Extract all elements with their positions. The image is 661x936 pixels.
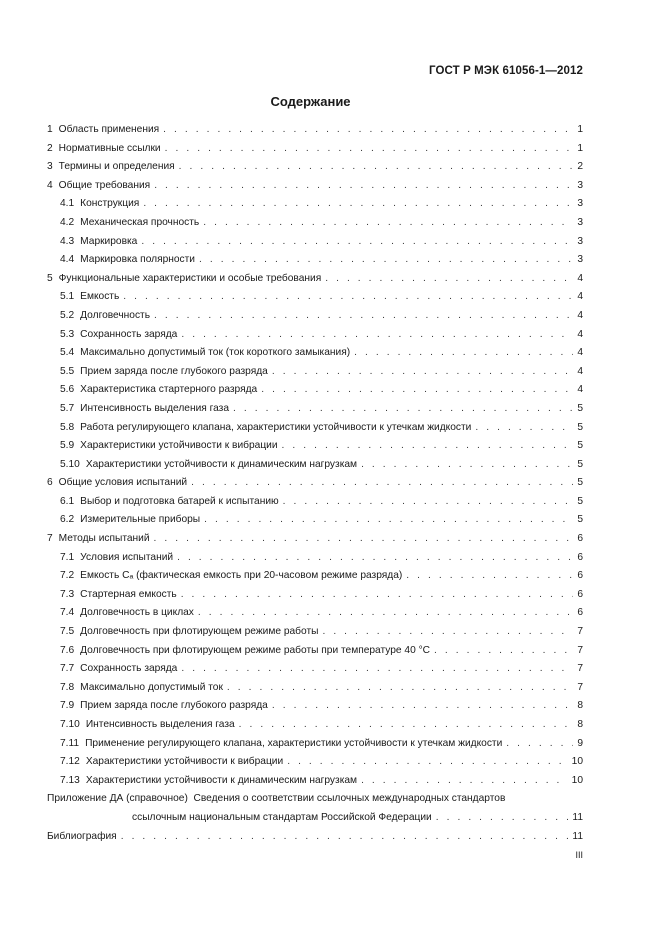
toc-entry[interactable]: [47, 772, 583, 791]
toc-appendix-entry[interactable]: [47, 790, 583, 827]
toc-entry[interactable]: [47, 456, 583, 475]
toc-leader-dots: [506, 735, 573, 754]
toc-entry[interactable]: [47, 140, 583, 159]
toc-entry-title: Долговечность при флотирующем режиме работы: [80, 626, 319, 638]
toc-leader-dots: [287, 753, 567, 772]
toc-leader-dots: [198, 604, 573, 623]
toc-entry-title: Общие условия испытаний: [58, 477, 188, 489]
toc-entry-title: Долговечность в циклах: [80, 607, 194, 619]
toc-entry-title: Долговечность при флотирующем режиме работы при температуре 40 °С: [80, 644, 431, 656]
appendix-title-line2: ссылочным национальным стандартам Российской Федерации: [132, 811, 432, 823]
toc-leader-dots: [123, 288, 573, 307]
toc-entry-number: 5.8: [60, 421, 75, 433]
toc-entry-page: 10: [571, 774, 583, 786]
toc-entry-number: 7.10: [60, 719, 80, 730]
toc-leader-dots: [203, 214, 573, 233]
toc-leader-dots: [181, 660, 573, 679]
toc-entry-page: 5: [577, 514, 583, 526]
toc-entry-title: Сохранность заряда: [80, 328, 178, 340]
toc-entry[interactable]: [47, 735, 583, 754]
toc-entry[interactable]: [47, 177, 583, 196]
toc-entry-number: 5.7: [60, 402, 75, 414]
toc-entry-number: 4.1: [60, 198, 75, 210]
toc-entry-page: 5: [577, 440, 583, 452]
toc-entry-number: 4: [47, 179, 53, 191]
toc-entry-title: Сохранность заряда: [80, 663, 178, 675]
toc-entry[interactable]: [47, 214, 583, 233]
toc-entry-number: 5.6: [60, 384, 75, 396]
toc-leader-dots: [181, 586, 573, 605]
toc-entry-number: 6.2: [60, 514, 75, 526]
toc-entry-title: Емкость Cₐ (фактическая емкость при 20-часовом режиме разряда): [80, 570, 403, 582]
toc-entry-title: Прием заряда после глубокого разряда: [80, 365, 268, 377]
toc-leader-dots: [179, 158, 573, 177]
toc-entry-number: 2: [47, 142, 53, 154]
toc-entry-title: Максимально допустимый ток (ток короткого замыкания): [80, 347, 351, 359]
toc-entry-number: 5.3: [60, 328, 75, 340]
toc-entry-page: 5: [577, 402, 583, 414]
toc-entry[interactable]: [47, 344, 583, 363]
toc-entry-number: 5.2: [60, 309, 75, 321]
toc-entry-title: Применение регулирующего клапана, характеристики устойчивости к утечкам жидкости: [85, 737, 503, 749]
appendix-title-line1: Сведения о соответствии ссылочных международных стандартов: [193, 793, 506, 805]
toc-entry-page: 3: [577, 235, 583, 247]
toc-leader-dots: [199, 251, 573, 270]
toc-entry[interactable]: [47, 549, 583, 568]
toc-leader-dots: [434, 642, 573, 661]
appendix-page: 11: [572, 811, 583, 823]
toc-entry[interactable]: [47, 623, 583, 642]
toc-leader-dots: [154, 530, 573, 549]
toc-leader-dots: [325, 270, 573, 289]
toc-entry[interactable]: [47, 288, 583, 307]
bibliography-page: 11: [572, 830, 583, 842]
toc-entry[interactable]: [47, 251, 583, 270]
toc-entry-title: Выбор и подготовка батарей к испытанию: [80, 495, 279, 507]
toc-leader-dots: [154, 177, 573, 196]
toc-entry-title: Емкость: [80, 291, 120, 303]
toc-leader-dots: [239, 716, 573, 735]
toc-leader-dots: [177, 549, 573, 568]
toc-entry[interactable]: [47, 400, 583, 419]
toc-leader-dots: [282, 437, 573, 456]
toc-entry[interactable]: [47, 642, 583, 661]
toc-entry[interactable]: [47, 493, 583, 512]
toc-entry-title: Характеристики устойчивости к вибрации: [85, 756, 284, 768]
toc-entry-number: 7.11: [60, 737, 80, 749]
toc-entry-title: Характеристики устойчивости к вибрации: [80, 440, 278, 452]
toc-entry-page: 7: [577, 644, 583, 656]
toc-entry-title: Термины и определения: [58, 161, 175, 173]
toc-entry-title: Характеристики устойчивости к динамическим нагрузкам: [85, 458, 358, 470]
toc-entry-number: 5.9: [60, 440, 75, 452]
toc-leader-dots: [361, 772, 568, 791]
toc-entry[interactable]: [47, 326, 583, 345]
toc-entry[interactable]: [47, 697, 583, 716]
toc-leader-dots: [436, 809, 569, 828]
toc-entry[interactable]: [47, 195, 583, 214]
toc-leader-dots: [181, 326, 573, 345]
toc-entry-title: Долговечность: [80, 309, 151, 321]
toc-leader-dots: [154, 307, 573, 326]
toc-leader-dots: [354, 344, 573, 363]
toc-entry[interactable]: [47, 158, 583, 177]
toc-leader-dots: [233, 400, 573, 419]
toc-entry[interactable]: [47, 270, 583, 289]
toc-entry-page: 3: [577, 216, 583, 228]
toc-entry-number: 6: [47, 477, 53, 489]
toc-entry-title: Интенсивность выделения газа: [85, 719, 235, 730]
toc-entry-number: 5: [47, 272, 53, 284]
toc-entry-page: 3: [577, 179, 583, 191]
toc-leader-dots: [165, 140, 573, 159]
page-number: III: [575, 850, 583, 860]
toc-entry-title: Функциональные характеристики и особые требования: [58, 272, 322, 284]
toc-entry-page: 5: [577, 458, 583, 470]
toc-leader-dots: [322, 623, 573, 642]
toc-entry-number: 7.12: [60, 756, 80, 768]
toc-leader-dots: [163, 121, 573, 140]
toc-entry-number: 7.2: [60, 570, 75, 582]
toc-entry-page: 5: [577, 477, 583, 489]
toc-entry-number: 7: [47, 533, 53, 545]
toc-entry-number: 7.3: [60, 588, 75, 600]
toc-entry-number: 7.7: [60, 663, 75, 675]
toc-entry-page: 1: [577, 124, 583, 135]
toc-entry-number: 7.9: [60, 700, 75, 712]
toc-entry-title: Максимально допустимый ток: [80, 681, 223, 693]
toc-entry-page: 8: [577, 700, 583, 712]
toc-entry-page: 7: [577, 626, 583, 638]
toc-entry-page: 2: [577, 161, 583, 173]
toc-leader-dots: [475, 419, 573, 438]
toc-leader-dots: [272, 697, 573, 716]
toc-entry-title: Характеристики устойчивости к динамическим нагрузкам: [85, 774, 358, 786]
toc-entry-page: 4: [577, 272, 583, 284]
toc-entry-number: 7.13: [60, 774, 80, 786]
toc-entry-page: 7: [577, 681, 583, 693]
toc-entry-number: 4.3: [60, 235, 75, 247]
toc-entry-page: 9: [577, 737, 583, 749]
toc-entry-number: 5.1: [60, 291, 75, 303]
toc-entry-title: Общие требования: [58, 179, 151, 191]
toc-entry-page: 10: [571, 756, 583, 768]
toc-entry-title: Нормативные ссылки: [58, 142, 161, 154]
toc-entry-page: 6: [577, 533, 583, 545]
toc-entry-number: 5.5: [60, 365, 75, 377]
toc-entry-number: 4.4: [60, 254, 75, 266]
toc-entry-title: Маркировка: [80, 235, 138, 247]
toc-entry-page: 4: [577, 365, 583, 377]
toc-entry[interactable]: [47, 586, 583, 605]
toc-entry-page: 5: [577, 495, 583, 507]
toc-entry-page: 6: [577, 588, 583, 600]
toc-entry[interactable]: [47, 121, 583, 140]
toc-entry[interactable]: [47, 660, 583, 679]
table-of-contents: [47, 121, 583, 846]
toc-entry-page: 4: [577, 347, 583, 359]
toc-entry-title: Маркировка полярности: [80, 254, 196, 266]
toc-leader-dots: [121, 828, 569, 847]
toc-entry[interactable]: [47, 511, 583, 530]
toc-entry-page: 4: [577, 309, 583, 321]
toc-entry-title: Прием заряда после глубокого разряда: [80, 700, 268, 712]
toc-entry-title: Конструкция: [80, 198, 140, 210]
toc-entry-title: Характеристика стартерного разряда: [80, 384, 258, 396]
toc-leader-dots: [283, 493, 573, 512]
appendix-label: Приложение ДА (справочное): [47, 793, 188, 805]
toc-entry[interactable]: [47, 233, 583, 252]
toc-entry-page: 8: [577, 719, 583, 730]
toc-entry-number: 7.1: [60, 551, 75, 563]
bibliography-title: Библиография: [47, 830, 117, 842]
toc-leader-dots: [272, 363, 573, 382]
toc-leader-dots: [261, 381, 573, 400]
toc-entry[interactable]: [47, 474, 583, 493]
toc-entry-title: Условия испытаний: [80, 551, 174, 563]
toc-entry-title: Область применения: [58, 124, 160, 135]
toc-entry-page: 6: [577, 551, 583, 563]
toc-entry[interactable]: [47, 716, 583, 735]
toc-entry[interactable]: [47, 604, 583, 623]
toc-leader-dots: [361, 456, 573, 475]
toc-entry[interactable]: [47, 679, 583, 698]
page-title: Содержание: [270, 94, 351, 109]
toc-entry-title: Интенсивность выделения газа: [80, 402, 230, 414]
toc-entry-page: 6: [577, 570, 583, 582]
toc-leader-dots: [191, 474, 573, 493]
toc-leader-dots: [406, 567, 573, 586]
toc-leader-dots: [227, 679, 573, 698]
toc-entry-title: Измерительные приборы: [80, 514, 201, 526]
toc-entry-page: 3: [577, 254, 583, 266]
toc-entry-number: 7.4: [60, 607, 75, 619]
toc-leader-dots: [143, 195, 573, 214]
toc-leader-dots: [141, 233, 573, 252]
toc-entry-page: 4: [577, 328, 583, 340]
toc-entry-title: Механическая прочность: [80, 216, 200, 228]
toc-entry-number: 1: [47, 124, 53, 135]
toc-entry-number: 6.1: [60, 495, 75, 507]
toc-entry-number: 4.2: [60, 216, 75, 228]
standard-designation: ГОСТ Р МЭК 61056-1—2012: [429, 65, 583, 77]
toc-entry[interactable]: [47, 530, 583, 549]
toc-entry[interactable]: [47, 381, 583, 400]
toc-entry[interactable]: [47, 753, 583, 772]
toc-entry-number: 3: [47, 161, 53, 173]
toc-entry-page: 6: [577, 607, 583, 619]
toc-bibliography-entry[interactable]: [47, 828, 583, 847]
toc-entry-number: 5.10: [60, 458, 80, 470]
toc-entry-page: 7: [577, 663, 583, 675]
toc-entry-title: Стартерная емкость: [80, 588, 177, 600]
toc-leader-dots: [204, 511, 573, 530]
toc-entry[interactable]: [47, 307, 583, 326]
toc-entry-number: 7.6: [60, 644, 75, 656]
toc-entry-number: 7.8: [60, 681, 75, 693]
toc-entry-page: 4: [577, 291, 583, 303]
toc-entry[interactable]: [47, 567, 583, 586]
toc-entry-number: 7.5: [60, 626, 75, 638]
toc-entry-title: Методы испытаний: [58, 533, 150, 545]
toc-entry[interactable]: [47, 437, 583, 456]
toc-entry[interactable]: [47, 419, 583, 438]
toc-entry-page: 4: [577, 384, 583, 396]
toc-entry-page: 5: [577, 421, 583, 433]
toc-entry[interactable]: [47, 363, 583, 382]
toc-entry-number: 5.4: [60, 347, 75, 359]
toc-entry-title: Работа регулирующего клапана, характеристики устойчивости к утечкам жидкости: [80, 421, 472, 433]
toc-entry-page: 1: [577, 142, 583, 154]
toc-entry-page: 3: [577, 198, 583, 210]
